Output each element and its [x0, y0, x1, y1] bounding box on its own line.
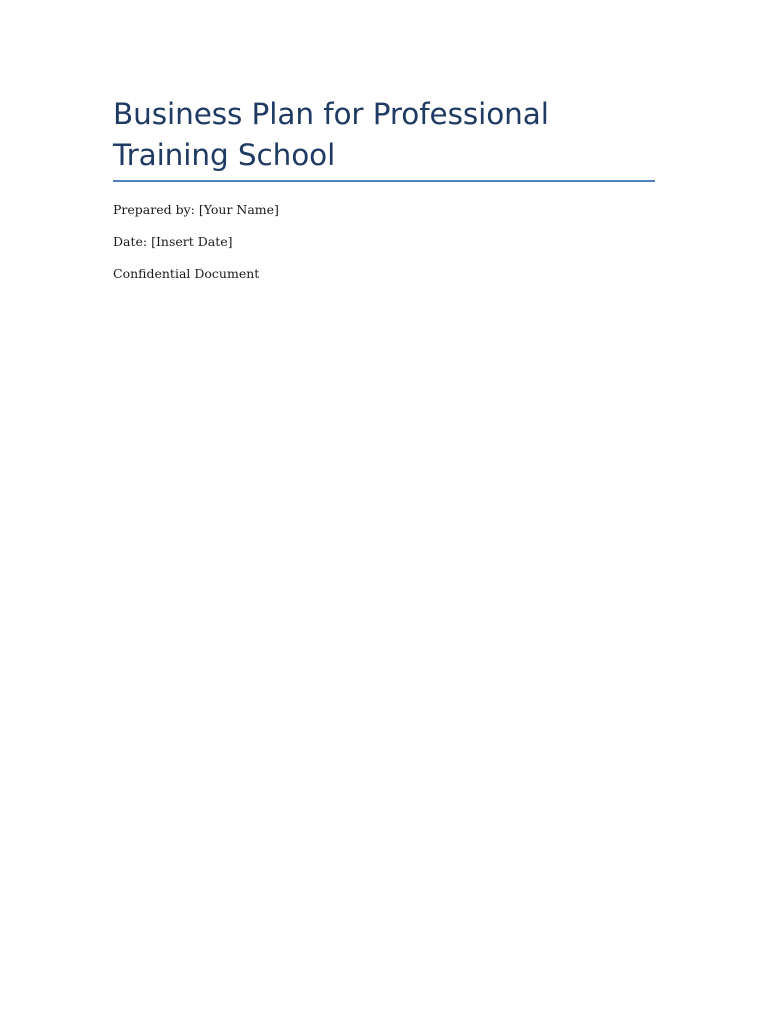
confidential-label: Confidential Document: [113, 266, 260, 281]
prepared-by-line: Prepared by: [Your Name]: [113, 202, 279, 217]
title-block: [113, 94, 655, 182]
title-underline-rule: [113, 180, 655, 182]
date-line: Date: [Insert Date]: [113, 234, 233, 249]
document-title: Business Plan for Professional Training School: [113, 97, 549, 172]
